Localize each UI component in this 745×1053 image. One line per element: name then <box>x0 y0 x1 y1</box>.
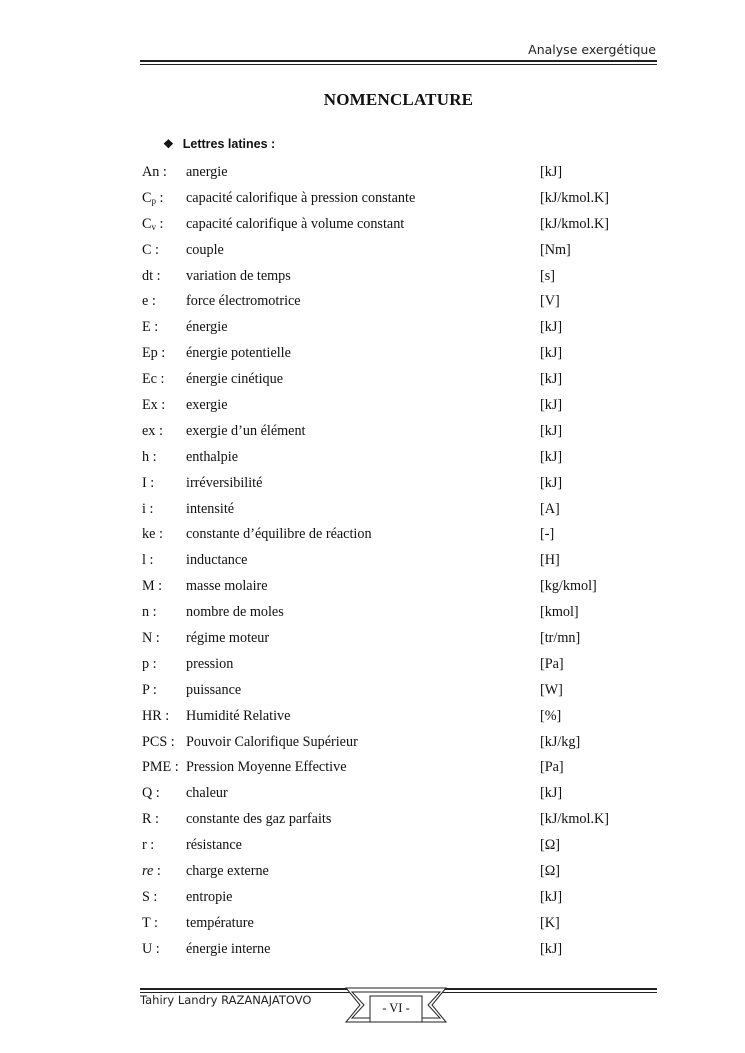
description: entropie <box>186 888 233 905</box>
unit: [kJ] <box>540 474 563 491</box>
header-rule-thin <box>140 64 657 65</box>
symbol: An : <box>142 164 167 180</box>
symbol: N : <box>142 630 160 647</box>
symbol: C : <box>142 241 159 258</box>
symbol-base: C <box>142 189 152 206</box>
description: énergie <box>186 319 228 336</box>
symbol: r : <box>142 837 155 854</box>
nomenclature-row <box>0 445 745 471</box>
nomenclature-row <box>0 807 745 833</box>
description: anergie <box>186 164 228 180</box>
description: nombre de moles <box>186 604 284 621</box>
nomenclature-row <box>0 419 745 445</box>
description: variation de temps <box>186 267 291 284</box>
description: énergie cinétique <box>186 371 284 388</box>
symbol: l : <box>142 552 154 569</box>
nomenclature-list <box>0 160 745 963</box>
unit: [kJ] <box>540 371 563 388</box>
description: Pression Moyenne Effective <box>186 759 347 776</box>
nomenclature-row <box>0 393 745 419</box>
unit: [kJ/kmol.K] <box>540 811 609 828</box>
symbol: E : <box>142 319 159 336</box>
description: charge externe <box>186 863 269 880</box>
unit: [H] <box>540 552 560 569</box>
description: énergie potentielle <box>186 345 291 362</box>
section-label: Lettres latines : <box>182 137 276 151</box>
unit: [kJ] <box>540 888 563 905</box>
symbol: n : <box>142 604 157 621</box>
nomenclature-row <box>0 678 745 704</box>
symbol <box>142 186 163 215</box>
nomenclature-row <box>0 755 745 781</box>
nomenclature-row <box>0 937 745 963</box>
symbol: M : <box>142 578 163 595</box>
nomenclature-row <box>0 341 745 367</box>
symbol-base: C <box>142 215 152 232</box>
nomenclature-row <box>0 574 745 600</box>
description: Pouvoir Calorifique Supérieur <box>186 733 358 750</box>
nomenclature-row <box>0 497 745 523</box>
symbol <box>142 859 161 885</box>
description: irréversibilité <box>186 474 263 491</box>
nomenclature-row <box>0 315 745 341</box>
header-rule-thick <box>140 60 657 62</box>
description: puissance <box>186 681 242 698</box>
nomenclature-row <box>0 781 745 807</box>
description: température <box>186 914 254 931</box>
symbol: U : <box>142 940 160 957</box>
symbol: i : <box>142 500 154 517</box>
unit: [V] <box>540 293 560 310</box>
description: résistance <box>186 837 242 854</box>
symbol-suffix: : <box>153 863 161 880</box>
nomenclature-row <box>0 522 745 548</box>
nomenclature-row <box>0 186 745 212</box>
symbol-italic: re <box>142 863 154 880</box>
description: énergie interne <box>186 940 271 957</box>
unit: [kJ] <box>540 319 563 336</box>
unit: [kg/kmol] <box>540 578 597 595</box>
description: enthalpie <box>186 448 238 465</box>
unit: [-] <box>540 526 555 543</box>
page-number: - VI - <box>382 1001 410 1015</box>
unit: [kJ/kmol.K] <box>540 189 609 206</box>
symbol: Ep : <box>142 345 166 362</box>
symbol: ke : <box>142 526 163 543</box>
nomenclature-row <box>0 730 745 756</box>
unit: [W] <box>540 681 563 698</box>
unit: [K] <box>540 914 560 931</box>
symbol: ex : <box>142 422 163 439</box>
symbol: T : <box>142 914 158 931</box>
description: régime moteur <box>186 630 270 647</box>
footer-author: Tahiry Landry RAZANAJATOVO <box>140 993 312 1007</box>
symbol: Q : <box>142 785 160 802</box>
unit: [kJ] <box>540 345 563 362</box>
description: force électromotrice <box>186 293 301 310</box>
nomenclature-row <box>0 160 745 186</box>
unit: [Pa] <box>540 759 564 776</box>
symbol: PCS : <box>142 733 175 750</box>
unit: [Nm] <box>540 241 571 258</box>
symbol <box>142 212 163 241</box>
symbol: p : <box>142 655 157 672</box>
section-heading <box>163 137 275 151</box>
running-header: Analyse exergétique <box>528 42 656 57</box>
unit: [Pa] <box>540 655 564 672</box>
nomenclature-row <box>0 600 745 626</box>
nomenclature-row <box>0 367 745 393</box>
diamond-bullet-icon: ❖ <box>163 137 174 151</box>
unit: [Ω] <box>540 837 560 854</box>
unit: [s] <box>540 267 555 284</box>
description: capacité calorifique à volume constant <box>186 215 405 232</box>
symbol: S : <box>142 888 158 905</box>
nomenclature-row <box>0 548 745 574</box>
description: couple <box>186 241 224 258</box>
description: pression <box>186 655 234 672</box>
nomenclature-row <box>0 289 745 315</box>
nomenclature-row <box>0 212 745 238</box>
symbol: h : <box>142 448 157 465</box>
unit: [%] <box>540 707 562 724</box>
symbol: Ex : <box>142 397 166 414</box>
unit: [tr/mn] <box>540 630 581 647</box>
description: intensité <box>186 500 235 517</box>
unit: [kJ] <box>540 397 563 414</box>
description: inductance <box>186 552 248 569</box>
description: exergie d’un élément <box>186 422 306 439</box>
nomenclature-row <box>0 652 745 678</box>
symbol-suffix: : <box>155 215 164 232</box>
description: capacité calorifique à pression constante <box>186 189 416 206</box>
nomenclature-row <box>0 833 745 859</box>
nomenclature-row <box>0 626 745 652</box>
symbol-subscript: v <box>151 221 156 232</box>
description: exergie <box>186 397 228 414</box>
unit: [kJ] <box>540 422 563 439</box>
symbol: Ec : <box>142 371 165 388</box>
symbol: e : <box>142 293 156 310</box>
description: Humidité Relative <box>186 707 291 724</box>
nomenclature-row <box>0 704 745 730</box>
description: constante des gaz parfaits <box>186 811 332 828</box>
unit: [kJ] <box>540 785 563 802</box>
symbol: P : <box>142 681 157 698</box>
description: masse molaire <box>186 578 268 595</box>
unit: [kmol] <box>540 604 579 621</box>
unit: [kJ/kg] <box>540 733 581 750</box>
symbol-subscript: p <box>151 195 156 206</box>
nomenclature-row <box>0 859 745 885</box>
unit: [A] <box>540 500 560 517</box>
symbol: PME : <box>142 759 179 776</box>
symbol: HR : <box>142 707 170 724</box>
unit: [Ω] <box>540 863 560 880</box>
nomenclature-row <box>0 238 745 264</box>
nomenclature-row <box>0 471 745 497</box>
unit: [kJ] <box>540 940 563 957</box>
symbol: dt : <box>142 267 161 284</box>
nomenclature-row <box>0 911 745 937</box>
nomenclature-row <box>0 885 745 911</box>
description: chaleur <box>186 785 228 802</box>
description: constante d’équilibre de réaction <box>186 526 372 543</box>
symbol: I : <box>142 474 155 491</box>
unit: [kJ] <box>540 448 563 465</box>
unit: [kJ] <box>540 164 563 180</box>
unit: [kJ/kmol.K] <box>540 215 609 232</box>
nomenclature-row <box>0 264 745 290</box>
symbol: R : <box>142 811 159 828</box>
symbol-suffix: : <box>155 189 164 206</box>
page-title: NOMENCLATURE <box>323 90 474 109</box>
